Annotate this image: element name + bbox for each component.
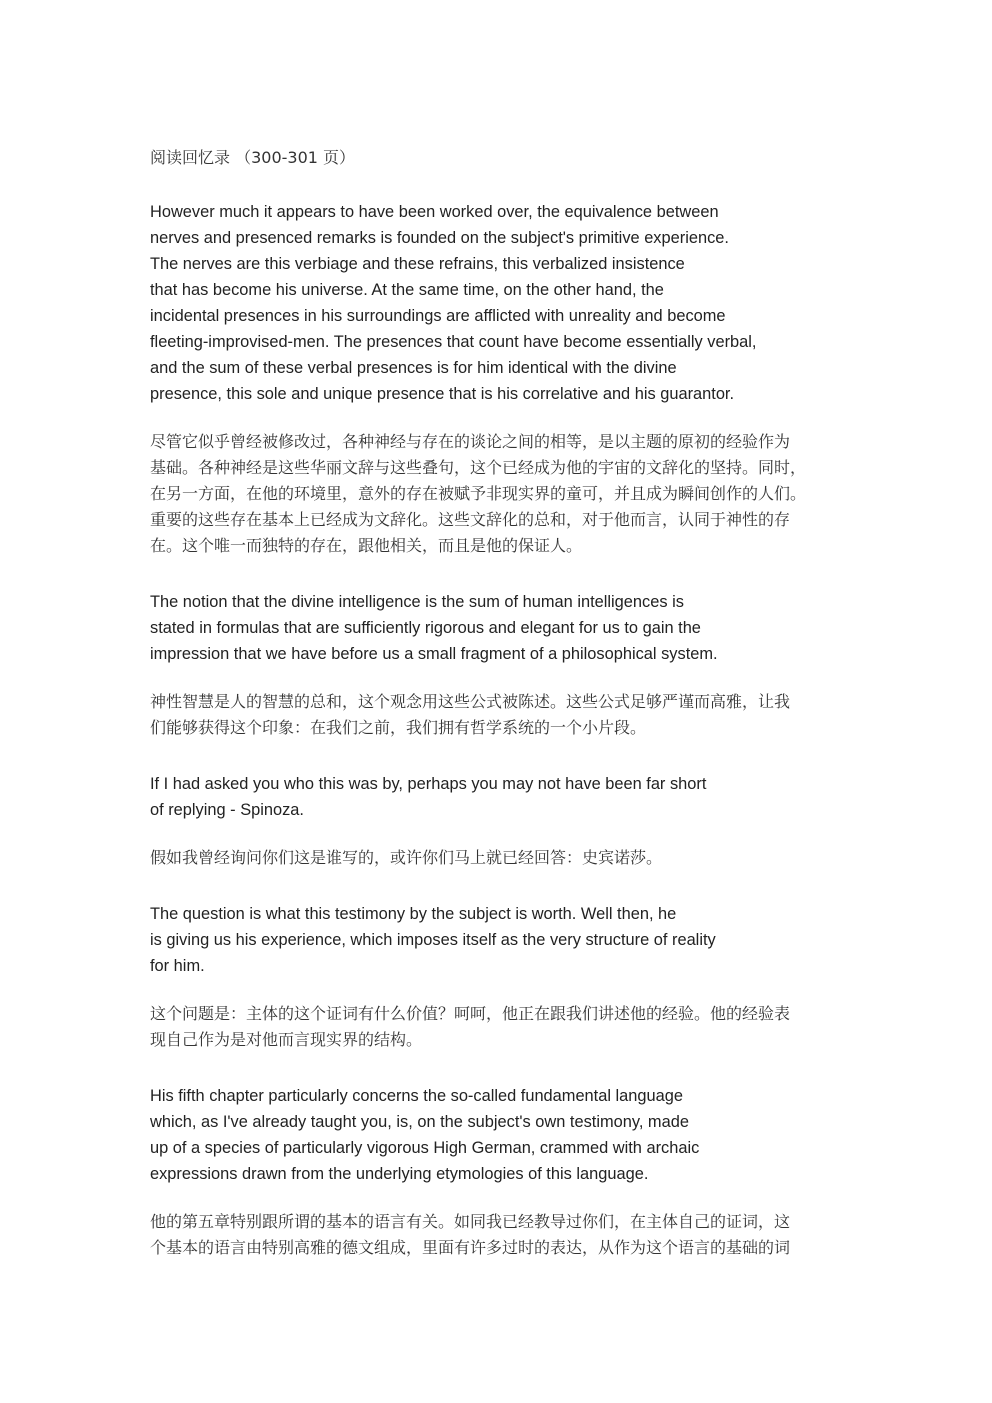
text-line: of replying - Spinoza. — [150, 801, 304, 819]
text-line: 个基本的语言由特别高雅的德文组成，里面有许多过时的表达，从作为这个语言的基础的词 — [150, 1238, 791, 1257]
english-paragraph-3 — [150, 771, 706, 823]
text-line: The question is what this testimony by the subject is worth. Well then, he — [150, 905, 677, 923]
text-line: 在另一方面，在他的环境里，意外的存在被赋予非现实界的童可，并且成为瞬间创作的人们。 — [150, 484, 807, 503]
chinese-paragraph-5 — [150, 1209, 790, 1261]
text-line: The nerves are this verbiage and these refrains, this verbalized insistence — [150, 255, 685, 273]
text-line: His fifth chapter particularly concerns the so-called fundamental language — [150, 1087, 683, 1105]
text-line: which, as I've already taught you, is, on the subject's own testimony, made — [150, 1113, 689, 1131]
text-line: is giving us his experience, which imposes itself as the very structure of reality — [150, 931, 716, 949]
page-title: 阅读回忆录 （300-301 页） — [150, 148, 356, 167]
english-paragraph-2 — [150, 589, 718, 667]
text-line: stated in formulas that are sufficiently rigorous and elegant for us to gain the — [150, 619, 701, 637]
text-line: 假如我曾经询问你们这是谁写的，或许你们马上就已经回答：史宾诺莎。 — [150, 848, 663, 867]
text-line: 们能够获得这个印象：在我们之前，我们拥有哲学系统的一个小片段。 — [150, 718, 647, 737]
text-line: 神性智慧是人的智慧的总和，这个观念用这些公式被陈述。这些公式足够严谨而高雅，让我 — [150, 692, 791, 711]
text-line: However much it appears to have been worked over, the equivalence between — [150, 203, 719, 221]
text-line: 重要的这些存在基本上已经成为文辞化。这些文辞化的总和，对于他而言，认同于神性的存 — [150, 510, 791, 529]
text-line: 他的第五章特别跟所谓的基本的语言有关。如同我已经教导过你们，在主体自己的证词，这 — [150, 1212, 791, 1231]
text-line: up of a species of particularly vigorous High German, crammed with archaic — [150, 1139, 700, 1157]
text-line: The notion that the divine intelligence is the sum of human intelligences is — [150, 593, 684, 611]
english-paragraph-5 — [150, 1083, 699, 1187]
chinese-paragraph-3 — [150, 845, 662, 871]
text-line: presence, this sole and unique presence that is his correlative and his guarantor. — [150, 385, 735, 403]
text-line: 现自己作为是对他而言现实界的结构。 — [150, 1030, 423, 1049]
chinese-paragraph-4 — [150, 1001, 790, 1053]
english-paragraph-4 — [150, 901, 716, 979]
chinese-paragraph-2 — [150, 689, 790, 741]
text-line: and the sum of these verbal presences is for him identical with the divine — [150, 359, 677, 377]
text-line: 基础。各种神经是这些华丽文辞与这些叠句，这个已经成为他的宇宙的文辞化的坚持。同时， — [150, 458, 807, 477]
chinese-paragraph-1 — [150, 429, 806, 559]
text-line: fleeting-improvised-men. The presences that count have become essentially verbal, — [150, 333, 757, 351]
text-line: for him. — [150, 957, 205, 975]
text-line: 这个问题是：主体的这个证词有什么价值？呵呵，他正在跟我们讲述他的经验。他的经验表 — [150, 1004, 791, 1023]
text-line: that has become his universe. At the same time, on the other hand, the — [150, 281, 664, 299]
text-line: expressions drawn from the underlying etymologies of this language. — [150, 1165, 649, 1183]
text-line: incidental presences in his surroundings are afflicted with unreality and become — [150, 307, 726, 325]
english-paragraph-1 — [150, 199, 756, 407]
text-line: 在。这个唯一而独特的存在，跟他相关，而且是他的保证人。 — [150, 536, 583, 555]
text-line: impression that we have before us a small fragment of a philosophical system. — [150, 645, 718, 663]
text-line: If I had asked you who this was by, perhaps you may not have been far short — [150, 775, 707, 793]
text-line: 尽管它似乎曾经被修改过，各种神经与存在的谈论之间的相等，是以主题的原初的经验作为 — [150, 432, 791, 451]
text-line: nerves and presenced remarks is founded on the subject's primitive experience. — [150, 229, 729, 247]
